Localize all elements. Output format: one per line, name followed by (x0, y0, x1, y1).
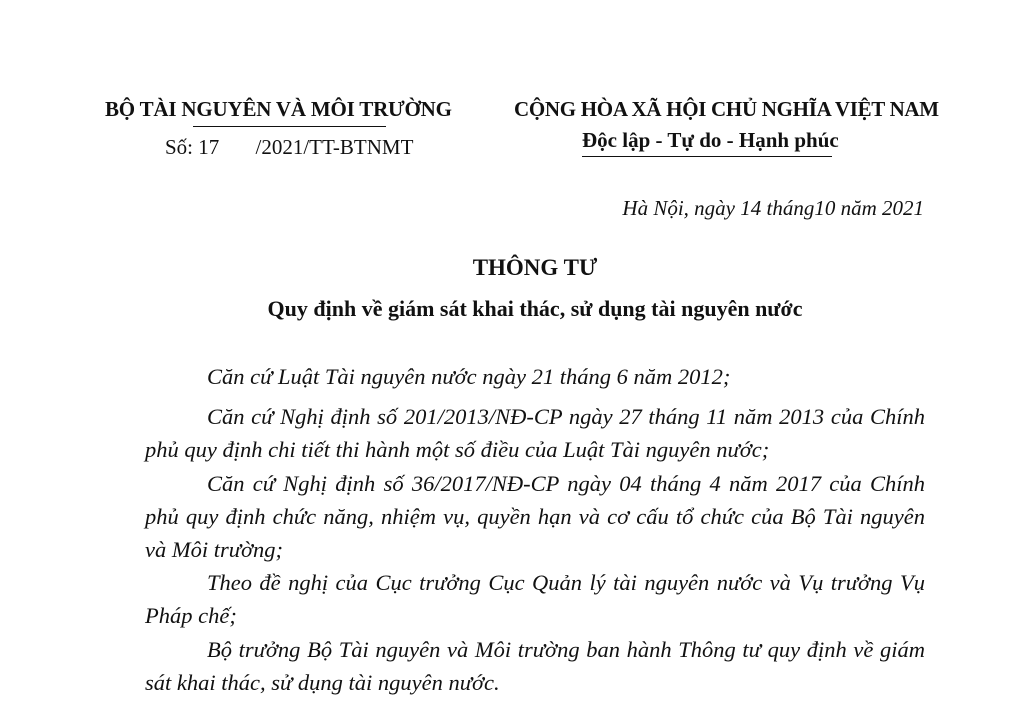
preamble-paragraph-1: Căn cứ Luật Tài nguyên nước ngày 21 tháng 6 năm 2012; (207, 364, 731, 389)
date-month: 10 (814, 196, 836, 220)
preamble-paragraph-5: Bộ trưởng Bộ Tài nguyên và Môi trường ban hành Thông tư quy định về giám sát khai thác, sử dụng tài nguyên nước. (145, 637, 925, 695)
date-day: 14 (740, 196, 762, 220)
date-year: năm 2021 (840, 196, 924, 220)
preamble-paragraph-2: Căn cứ Nghị định số 201/2013/NĐ-CP ngày 27 tháng 11 năm 2013 của Chính phủ quy định chi tiết thi hành một số điều của Luật Tài nguyên nước; (145, 404, 925, 462)
document-number-value: 17 (198, 135, 220, 159)
issuing-organization: BỘ TÀI NGUYÊN VÀ MÔI TRƯỜNG (105, 97, 452, 121)
date-month-label: tháng (766, 196, 815, 220)
national-title: CỘNG HÒA XÃ HỘI CHỦ NGHĨA VIỆT NAM (514, 97, 939, 121)
place-date (622, 196, 924, 221)
preamble-paragraph-4: Theo đề nghị của Cục trưởng Cục Quản lý tài nguyên nước và Vụ trưởng Vụ Pháp chế; (145, 570, 925, 628)
motto-underline (582, 156, 832, 157)
document-number (165, 135, 413, 160)
document-subtitle: Quy định về giám sát khai thác, sử dụng tài nguyên nước (267, 296, 803, 321)
document-number-label: Số: (165, 135, 194, 159)
preamble-paragraph-3: Căn cứ Nghị định số 36/2017/NĐ-CP ngày 04 tháng 4 năm 2017 của Chính phủ quy định chức năng, nhiệm vụ, quyền hạn và cơ cấu tổ chức của Bộ Tài nguyên và Môi trường; (145, 471, 925, 562)
date-prefix: Hà Nội, ngày (622, 196, 735, 220)
document-title: THÔNG TƯ (472, 255, 598, 280)
document-number-suffix: /2021/TT-BTNMT (255, 135, 414, 159)
organization-underline (193, 126, 386, 127)
national-motto: Độc lập - Tự do - Hạnh phúc (582, 128, 839, 152)
